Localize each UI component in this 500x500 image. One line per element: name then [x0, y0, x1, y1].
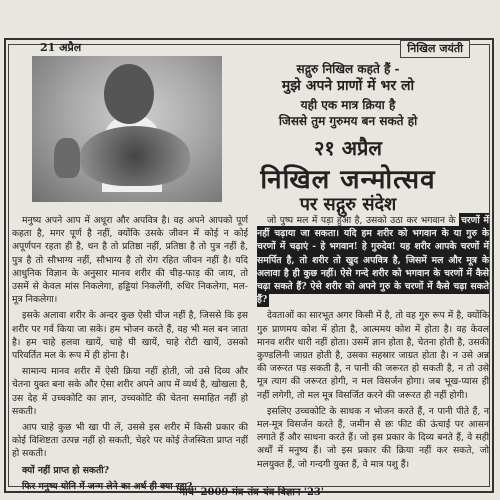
left-question-2: फिर मनुष्य योनि में जन्म लेने का अर्थ ही क्या रहा? — [22, 480, 193, 492]
right-paragraph-1-highlight: चरणों में नहीं चढ़ाया जा सकता। यदि हम शरीर को भगवान के या गुरु के चरणों में चढ़ाएं - हे भगवान! हे गुरुदेव! यह शरीर आपके चरणों में समर्पित है, तो शरीर तो खुद अपवित्र है, जिसमें मल और मूत्र के अलावा है ही कुछ नहीं। ऐसे गन्दे शरीर को भगवान के चरणों में कैसे चढ़ा सकते हैं? ऐसे शरीर को अपने गुरु के चरणों में कैसे चढ़ा सकते हैं? — [257, 215, 489, 306]
section-label: निखिल जयंती — [400, 40, 470, 58]
left-paragraph-3: सामान्य मानव शरीर में ऐसी क्रिया नहीं होती, जो उसे दिव्य और चेतना युक्त बना सके और ऐसा शरीर अपने आप में व्यर्थ है, खोखला है, उस देह में उच्चकोटि का ज्ञान, उच्चकोटि की चेतना समाहित नहीं हो सकती। — [12, 366, 248, 417]
big-title: निखिल जन्मोत्सव — [260, 165, 436, 195]
left-column — [12, 214, 248, 496]
left-paragraph-2: इसके अलावा शरीर के अन्दर कुछ ऐसी चीज नहीं है, जिससे कि इस शरीर पर गर्व किया जा सके। हम भोजन करते हैं, वह भी मल बन जाता है। हम चाहे हलवा खायें, चाहे घी खायें, चाहे रोटी खायें, उसको परिवर्तित मल के रूप में ही होना है। — [12, 310, 248, 362]
photo-garland — [80, 126, 190, 186]
guru-photo — [32, 56, 222, 202]
photo-blessing-hand — [54, 138, 80, 178]
heading-line-3: यही एक मात्र क्रिया है — [300, 98, 396, 112]
heading-intro: सद्गुरु निखिल कहते हैं - — [296, 62, 400, 76]
heading-line-4: जिससे तुम गुरुमय बन सकते हो — [278, 114, 418, 128]
right-paragraph-1 — [257, 214, 489, 306]
left-paragraph-4: आप चाहे कुछ भी खा पी लें, उससे इस शरीर में किसी प्रकार की कोई विशिष्टता उत्पन्न नहीं हो सकती, चेहरे पर कोई तेजस्विता प्राप्त नहीं हो सकती। — [12, 422, 248, 460]
right-paragraph-1-plain: जो पुष्प मल में पड़ा हुआ है, उसको उठा कर भगवान के — [267, 215, 456, 226]
right-paragraph-3: इसलिए उच्चकोटि के साधक न भोजन करते हैं, न पानी पीते हैं, न मल-मूत्र विसर्जन करते हैं, जमीन से छः फीट की ऊंचाई पर आसन लगाते हैं और साधना करते हैं। जो इस प्रकार के दिव्य बनते हैं, वे सही अर्थों में मनुष्य हैं। जो इस प्रकार की क्रिया नहीं कर सकते, जो मलयुक्त हैं, जो गन्दगी युक्त हैं, वे मात्र पशु हैं। — [257, 405, 489, 470]
date-label: 21 अप्रैल — [40, 41, 82, 54]
right-column — [257, 214, 489, 474]
heading-main-quote: मुझे अपने प्राणों में भर लो — [281, 78, 415, 94]
left-question-1: क्यों नहीं प्राप्त हो सकती? — [22, 464, 109, 476]
photo-head — [104, 64, 154, 124]
left-paragraph-1: मनुष्य अपने आप में अधूरा और अपवित्र है। वह अपने आपको पूर्ण कहता है, मगर पूर्ण है नहीं, क्योंकि उसके जीवन में कोई न कोई अपूर्णपन रहता ही है, धन है तो प्रतिष्ठा नहीं, प्रतिष्ठा है तो पुत्र नहीं है, पुत्र है तो सौभाग्य नहीं, सौभाग्य है तो रोग रहित जीवन नहीं है। यदि आधुनिक विज्ञान के अनुसार मानव शरीर की चीड़-फाड़ की जाय, तो उसमें से केवल मांस निकलेगा, हड्डियां निकलेंगी, रुधिर निकलेगा, मल-मूत्र निकलेगा। — [12, 215, 248, 306]
page-footer: 'मार्च' 2009 मंत्र-तंत्र-यंत्र विज्ञान '23' — [176, 487, 324, 498]
big-subtitle: पर सद्गुरु संदेश — [299, 194, 397, 215]
right-paragraph-2: देवताओं का सारभूत अगर किसी में है, तो वह गुरु रूप में है, क्योंकि गुरु प्राणमय कोश में होता है, आत्ममय कोश में होता है। वह केवल मानव शरीर धारी नहीं होता। उसमें ज्ञान होता है, चेतना होती है, उसकी कुण्डलिनी जाग्रत होती है, उसका सहस्रार जाग्रत होता है। न उसे अन्न की जरूरत पड़ सकती है, न पानी की जरूरत हो सकती है, न तो उसे मूत्र त्याग की जरूरत होगी, न मल विसर्जन होगा। जब भूख-प्यास ही नहीं लगेगी, तो मल मूत्र विसर्जित करने की जरूरत ही नहीं होगी। — [257, 310, 489, 401]
big-date: २१ अप्रैल — [314, 136, 382, 160]
